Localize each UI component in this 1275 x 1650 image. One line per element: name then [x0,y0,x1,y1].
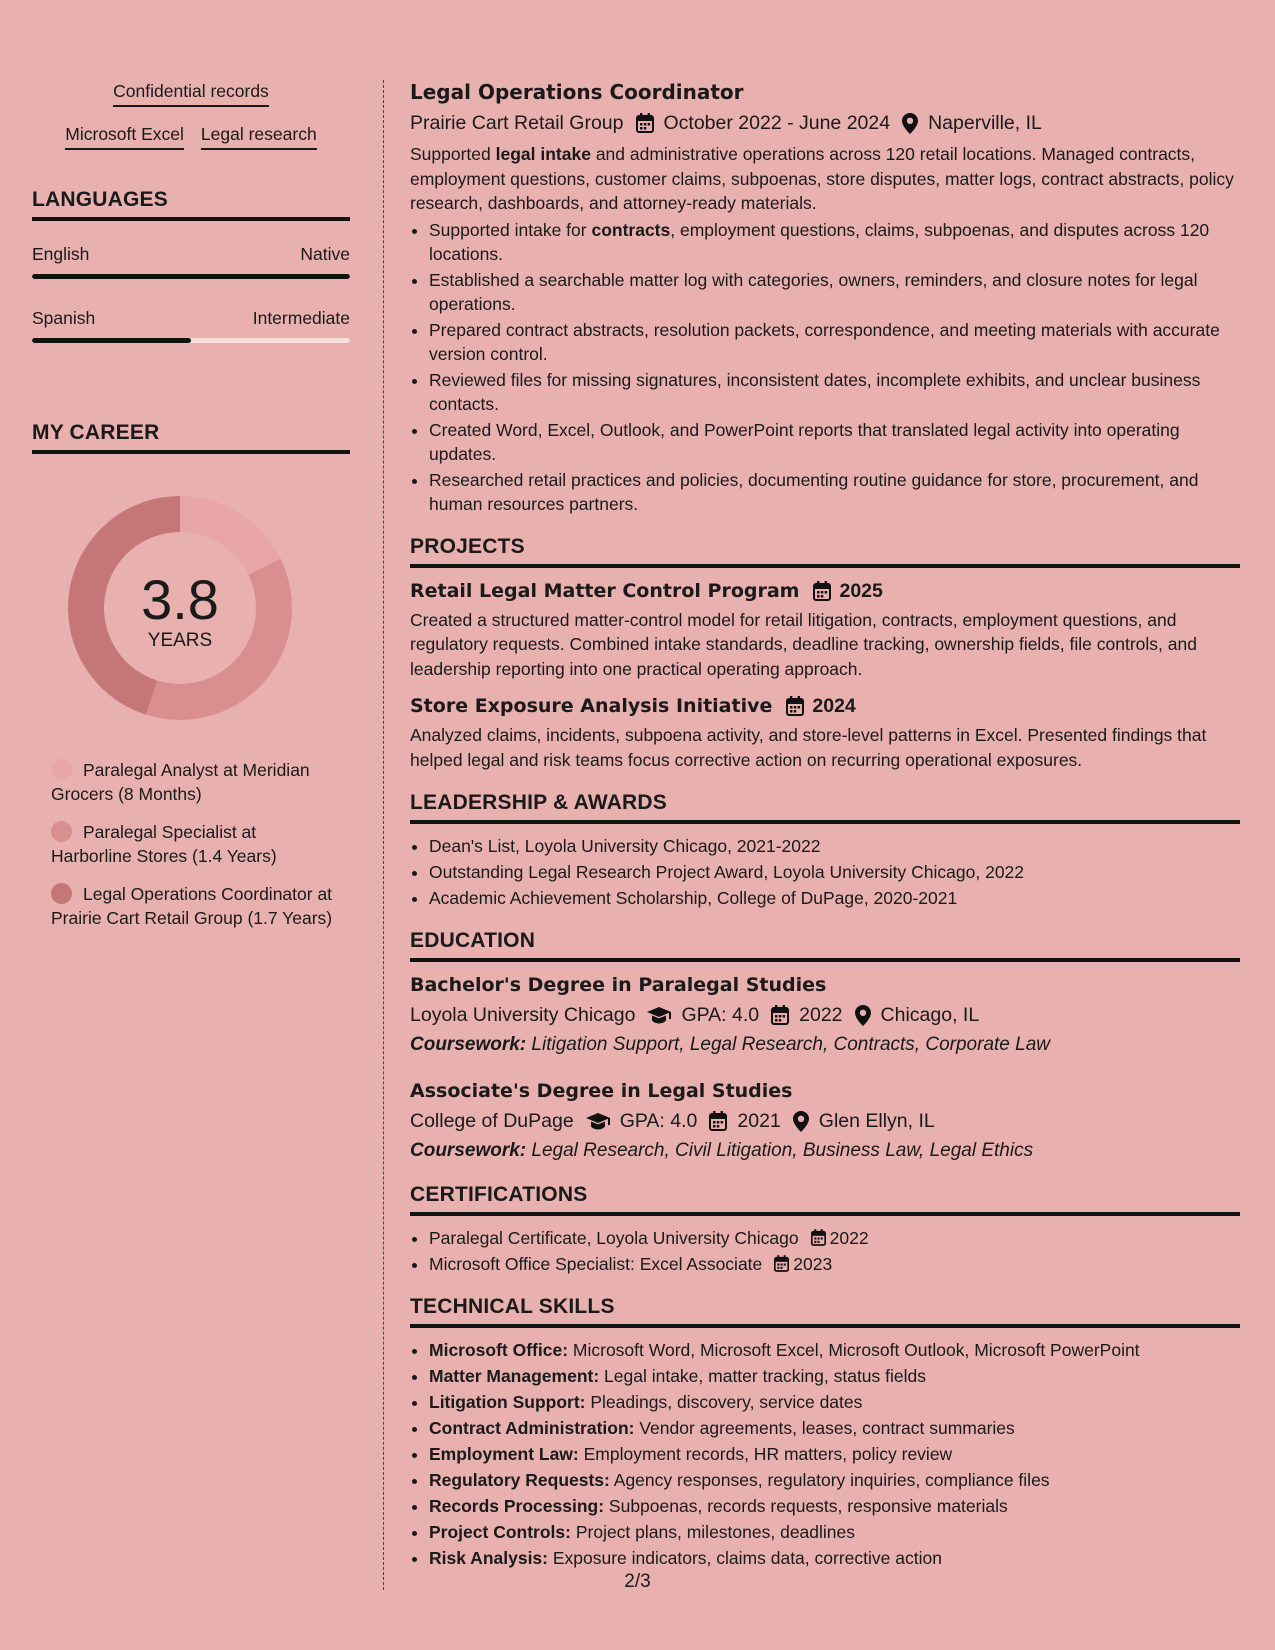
skill-category: Contract Administration: [429,1418,635,1438]
career-years-unit: YEARS [147,630,213,651]
graduation-cap-icon [647,1006,671,1024]
list-item [429,1364,1240,1388]
skill-values: Microsoft Word, Microsoft Excel, Microsoft Outlook, Microsoft PowerPoint [568,1340,1140,1360]
career-legend-label: Legal Operations Coordinator at Prairie Cart Retail Group (1.7 Years) [51,884,333,928]
project-name: Retail Legal Matter Control Program [410,579,800,602]
school-location: Glen Ellyn, IL [818,1110,935,1132]
job-bullets [410,218,1240,516]
career-legend-item [51,758,341,806]
projects-heading: PROJECTS [410,534,1240,568]
certifications-list [410,1226,1240,1276]
calendar-icon [709,1111,727,1131]
column-divider [383,80,384,1590]
list-item: • Outstanding Legal Research Project Award, Loyola University Chicago, 2022 [429,860,1240,884]
certification-name: Microsoft Office Specialist: Excel Associate [429,1254,763,1274]
career-legend-item [51,882,341,930]
career-legend [51,758,341,930]
language-bar [32,338,350,343]
skills-list [410,1338,1240,1570]
graduation-year: 2022 [799,1004,843,1026]
skill-tag: Confidential records [113,80,269,107]
skill-category: Records Processing: [429,1496,605,1516]
skills-heading: TECHNICAL SKILLS [410,1294,1240,1328]
list-item: • Researched retail practices and policies, documenting routine guidance for store, procurement, and human resources partners. [429,468,1240,516]
career-legend-item [51,820,341,868]
project-year: 2024 [812,695,856,717]
list-item [429,1442,1240,1466]
career-heading: MY CAREER [32,421,350,454]
list-item [429,1390,1240,1414]
skill-values: Legal intake, matter tracking, status fields [599,1366,926,1386]
graduation-cap-icon [586,1112,610,1130]
list-item: • Established a searchable matter log with categories, owners, reminders, and closure notes for legal operations. [429,268,1240,316]
skill-category: Risk Analysis: [429,1548,548,1568]
summary-bold: legal intake [495,144,591,164]
language-item [32,243,350,279]
language-level: Native [300,244,350,264]
education-meta [410,1002,1240,1028]
education-entry [410,972,1240,1058]
list-item: • Reviewed files for missing signatures, inconsistent dates, incomplete exhibits, and unclear business contacts. [429,368,1240,416]
list-item: • Dean's List, Loyola University Chicago, 2021-2022 [429,834,1240,858]
job-meta [410,110,1240,136]
skill-values: Agency responses, regulatory inquiries, compliance files [609,1470,1050,1490]
skill-values: Subpoenas, records requests, responsive materials [604,1496,1008,1516]
gpa: GPA: 4.0 [619,1110,698,1132]
list-item: • Created Word, Excel, Outlook, and PowerPoint reports that translated legal activity into operating updates. [429,418,1240,466]
language-name: Spanish [32,308,96,328]
sidebar [32,80,350,944]
certification-year: 2023 [793,1254,833,1274]
bullet-bold: contracts [591,219,671,240]
skill-values: Project plans, milestones, deadlines [570,1522,856,1542]
language-bar-fill [32,274,350,279]
certification-name: Paralegal Certificate, Loyola University Chicago [429,1228,799,1248]
school-location: Chicago, IL [880,1004,980,1026]
skill-category: Microsoft Office: [429,1340,569,1360]
donut-center [66,494,294,722]
certifications-heading: CERTIFICATIONS [410,1182,1240,1216]
list-item [429,1494,1240,1518]
skill-category: Project Controls: [429,1522,571,1542]
project-description: Created a structured matter-control model for retail litigation, contracts, employment questions, and regulatory requests. Combined intake standards, deadline tracking, ownership fields, file controls, and leadership reporting into one practical operating approach. [410,609,1197,679]
list-item [429,1468,1240,1492]
calendar-icon [636,113,654,133]
page-number: 2/3 [624,1571,651,1592]
list-item: • Prepared contract abstracts, resolution packets, correspondence, and meeting materials with accurate version control. [429,318,1240,366]
tag-row [32,123,350,150]
project-title [410,578,1240,604]
skill-values: Vendor agreements, leases, contract summaries [634,1418,1015,1438]
main-content [410,78,1240,1572]
coursework-list: Legal Research, Civil Litigation, Business Law, Legal Ethics [526,1140,1034,1161]
tag-row [32,80,350,107]
skill-category: Litigation Support: [429,1392,586,1412]
certification-year: 2022 [829,1228,869,1248]
languages-heading: LANGUAGES [32,188,350,221]
language-name: English [32,244,90,264]
calendar-icon [786,696,804,716]
legend-dot [51,759,72,780]
list-item [429,1520,1240,1544]
skill-category: Matter Management: [429,1366,600,1386]
list-item [429,1416,1240,1440]
job-summary [410,142,1240,216]
coursework-list: Litigation Support, Legal Research, Contracts, Corporate Law [526,1034,1050,1055]
legend-dot [51,821,72,842]
school-name: College of DuPage [410,1110,574,1132]
calendar-icon [774,1255,789,1272]
career-legend-label: Paralegal Analyst at Meridian Grocers (8 Months) [51,760,310,804]
coursework-label: Coursework: [410,1034,527,1055]
summary-text: Supported [410,144,496,164]
job-title: Legal Operations Coordinator [410,80,744,104]
skill-category: Employment Law: [429,1444,579,1464]
legend-dot [51,883,72,904]
location-pin-icon [902,113,918,134]
company-name: Prairie Cart Retail Group [410,112,624,134]
degree-title: Bachelor's Degree in Paralegal Studies [410,974,827,996]
list-item [429,1252,1240,1276]
skill-tag: Legal research [201,123,317,150]
job-location: Naperville, IL [928,112,1042,134]
career-legend-label: Paralegal Specialist at Harborline Stores (1.4 Years) [51,822,277,866]
project-description: Analyzed claims, incidents, subpoena activity, and store-level patterns in Excel. Presented findings that helped legal and risk teams focus corrective action on recurring operational exposures. [410,725,1207,770]
skill-tag: Microsoft Excel [65,123,184,150]
bullet-text: Supported intake for [429,219,592,240]
graduation-year: 2021 [737,1110,781,1132]
leadership-list [410,834,1240,910]
gpa: GPA: 4.0 [681,1004,760,1026]
education-entry [410,1078,1240,1164]
project-name: Store Exposure Analysis Initiative [410,695,773,717]
list-item [429,218,1240,266]
calendar-icon [811,1229,826,1246]
language-bar [32,274,350,279]
language-level: Intermediate [252,308,350,328]
list-item [429,1226,1240,1250]
skill-category: Regulatory Requests: [429,1470,610,1490]
skill-values: Employment records, HR matters, policy review [578,1444,953,1464]
coursework [410,1032,1240,1058]
education-heading: EDUCATION [410,928,1240,962]
school-name: Loyola University Chicago [410,1004,636,1026]
skill-values: Exposure indicators, claims data, corrective action [548,1548,942,1568]
skill-values: Pleadings, discovery, service dates [585,1392,863,1412]
bullet-text: , employment questions, claims, subpoenas, and disputes across 120 locations. [429,219,1210,264]
project-title [410,693,1240,719]
education-meta [410,1108,1240,1134]
language-item [32,307,350,343]
degree-title: Associate's Degree in Legal Studies [410,1080,793,1102]
list-item [429,1338,1240,1362]
list-item [429,1546,1240,1570]
career-total-years: 3.8 [141,568,219,631]
location-pin-icon [855,1005,871,1026]
summary-text: and administrative operations across 120 retail locations. Managed contracts, employment questions, customer claims, subpoenas, store disputes, matter logs, contract abstracts, policy research, dashboards, and attorney-ready materials. [410,144,1234,213]
coursework-label: Coursework: [410,1140,527,1161]
calendar-icon [813,581,831,601]
language-bar-fill [32,338,191,343]
coursework [410,1138,1240,1164]
career-donut-chart [66,494,294,722]
list-item: • Academic Achievement Scholarship, College of DuPage, 2020-2021 [429,886,1240,910]
job-dates: October 2022 - June 2024 [663,112,891,134]
project-year: 2025 [839,579,883,602]
calendar-icon [771,1005,789,1025]
leadership-heading: LEADERSHIP & AWARDS [410,790,1240,824]
location-pin-icon [793,1111,809,1132]
